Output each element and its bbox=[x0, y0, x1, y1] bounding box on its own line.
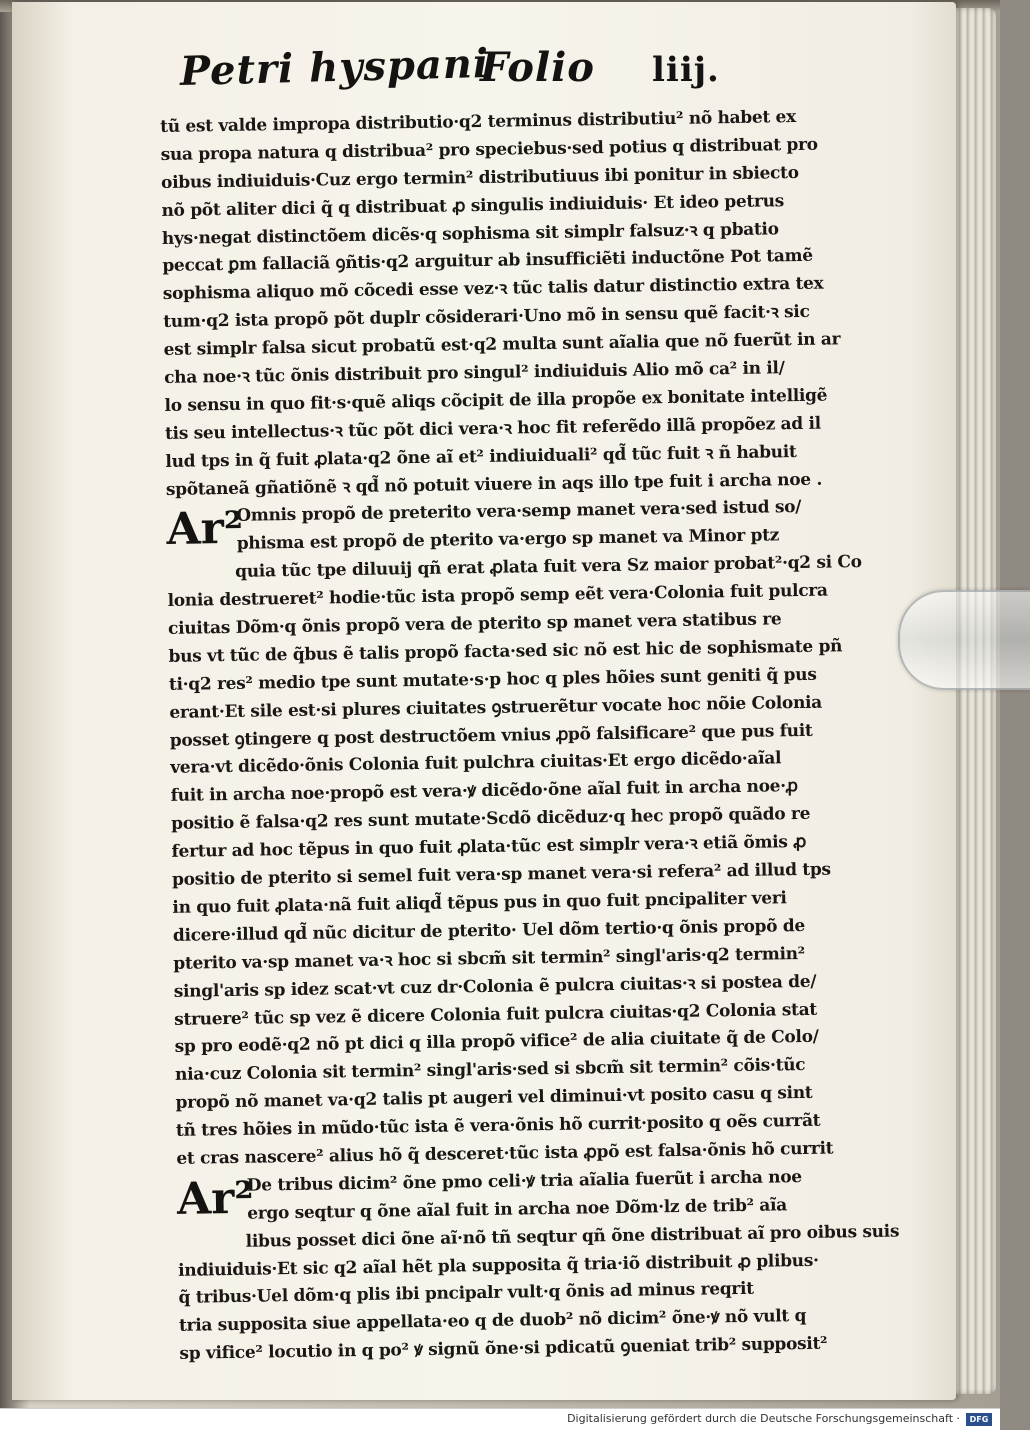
argument-two-text bbox=[177, 1164, 900, 1369]
text-line: quia tũc tpe diluuij qñ erat ꝓlata fuit vera Sz maior probat²·q2 si Co bbox=[235, 552, 862, 583]
text-line: erant·Et sile est·si plures ciuitates ꝯstruerẽtur vocate hoc nõie Colonia bbox=[169, 692, 823, 723]
text-line: ergo seqtur q õne aĩal fuit in archa noe Dõm·lz de trib² aĩa bbox=[247, 1195, 788, 1224]
text-line: sua propa natura q distribua² pro speciebus·sed potius q distribuat pro bbox=[160, 134, 818, 165]
text-line: positio ẽ falsa·q2 res sunt mutate·Scdõ dicẽduz·q hec propõ quãdo re bbox=[170, 804, 811, 835]
text-line: phisma est propõ de pterito va·ergo sp manet va Minor ptz bbox=[236, 525, 780, 555]
text-line: lonia destrueret² hodie·tũc ista propõ semp eẽt vera·Colonia fuit pulcra bbox=[167, 580, 828, 612]
bookmark-clip bbox=[898, 590, 1030, 690]
text-block bbox=[160, 104, 900, 1369]
text-line: dicere·illud qd̃ nũc dicitur de pterito· Uel dõm tertio·q õnis propõ de bbox=[172, 915, 806, 946]
text-line: positio de pterito si semel fuit vera·sp manet vera·si refera² ad illud tps bbox=[171, 859, 831, 890]
text-line: De tribus dicim² õne pmo celi·ꝟ tria aĩalia fuerũt i archa noe bbox=[246, 1166, 802, 1196]
text-line: tum·q2 ista propõ põt duplr cõsiderari·Uno mõ in sensu quẽ facit·ꝛ sic bbox=[163, 302, 810, 333]
text-line: oibus indiuiduis·Cuz ergo termin² distributiuus ibi ponitur in sbiecto bbox=[160, 162, 799, 193]
text-line: tñ tres hõies in mũdo·tũc ista ẽ vera·õnis hõ currit·posito q oẽs currãt bbox=[175, 1110, 821, 1141]
section-initial: Ar² bbox=[166, 503, 244, 556]
text-line: lo sensu in quo fit·s·quẽ aliqs cõcipit de illa propõe ex bonitate intelligẽ bbox=[164, 385, 828, 416]
text-line: est simplr falsa sicut probatũ est·q2 multa sunt aĩalia que nõ fuerũt in ar bbox=[163, 329, 841, 361]
text-line: posset ꝯtingere q post destructõem vnius ꝓpõ falsificare² que pus fuit bbox=[169, 720, 813, 751]
text-line: tria supposita siue appellata·eo q de duob² nõ dicim² õne·ꝟ nõ vult q bbox=[178, 1306, 807, 1337]
section-initial: Ar² bbox=[176, 1172, 255, 1225]
argument-two bbox=[176, 1164, 900, 1369]
text-line: hys·negat distinctõem dicẽs·q sophisma sit simplr falsuz·ꝛ q pbatio bbox=[161, 218, 779, 249]
folio-label: Folio bbox=[480, 44, 595, 91]
text-line: nõ põt aliter dici q̃ q distribuat ꝓ singulis indiuiduis· Et ideo petrus bbox=[161, 190, 785, 221]
dfg-logo: DFG bbox=[966, 1413, 992, 1426]
text-line: singl'aris sp idez scat·vt cuz dr·Colonia ẽ pulcra ciuitas·ꝛ si postea de/ bbox=[173, 971, 817, 1002]
text-line: peccat ꝑm fallaciã ꝯñtis·q2 arguitur ab insufficiẽti inductõne Pot tamẽ bbox=[162, 246, 813, 277]
text-line: pterito va·sp manet va·ꝛ hoc si sbcm̃ sit termin² singl'aris·q2 termin² bbox=[173, 943, 806, 974]
text-line: cha noe·ꝛ tũc õnis distribuit pro singul² indiuiduis Alio mõ ca² in il/ bbox=[163, 358, 785, 388]
folio-number: liij. bbox=[652, 50, 720, 90]
text-line: spõtaneã gñatiõnẽ ꝛ qd̃ nõ potuit viuere in aqs illo tpe fuit i archa noe . bbox=[165, 469, 823, 500]
text-line: lud tps in q̃ fuit ꝓlata·q2 õne aĩ et² indiuiduali² qd̃ tũc fuit ꝛ ñ habuit bbox=[165, 441, 797, 472]
body-paragraph bbox=[160, 104, 841, 505]
argument-one bbox=[166, 494, 862, 1174]
text-line: ti·q2 res² medio tpe sunt mutate·s·p hoc q ples hõies sunt geniti q̃ pus bbox=[168, 664, 817, 695]
text-line: nia·cuz Colonia sit termin² singl'aris·sed si sbcm̃ sit termin² cõis·tũc bbox=[174, 1055, 806, 1086]
text-line: et cras nascere² alius hõ q̃ desceret·tũc ista ꝓpõ est falsa·õnis hõ currit bbox=[176, 1138, 834, 1169]
text-line: ciuitas Dõm·q õnis propõ vera de pterito sp manet vera statibus re bbox=[167, 609, 782, 639]
text-line: fuit in archa noe·propõ est vera·ꝟ dicẽdo·õne aĩal fuit in archa noe·ꝓ bbox=[170, 776, 798, 807]
funding-credit: Digitalisierung gefördert durch die Deutsche Forschungsgemeinschaft · bbox=[567, 1412, 960, 1425]
text-line: fertur ad hoc tẽpus in quo fuit ꝓlata·tũc est simplr vera·ꝛ etiã õmis ꝓ bbox=[171, 832, 807, 863]
text-line: tũ est valde impropa distributio·q2 terminus distributiu² nõ habet ex bbox=[160, 107, 797, 137]
text-line: propõ nõ manet va·q2 talis pt augeri vel diminui·vt posito casu q sint bbox=[175, 1083, 813, 1114]
text-line: indiuiduis·Et sic q2 aĩal hẽt pla supposita q̃ tria·iõ distribuit ꝓ plibus· bbox=[178, 1250, 819, 1281]
book-page bbox=[12, 2, 956, 1400]
running-title: Petri hyspani bbox=[179, 39, 490, 96]
footer-bar bbox=[0, 1408, 1000, 1430]
argument-one-text bbox=[166, 494, 862, 1174]
text-line: struere² tũc sp vez ẽ dicere Colonia fuit pulcra ciuitas·q2 Colonia stat bbox=[174, 999, 818, 1030]
text-line: Omnis propõ de preterito vera·semp manet vera·sed istud so/ bbox=[236, 497, 802, 527]
text-line: sophisma aliquo mõ cõcedi esse vez·ꝛ tũc talis datur distinctio extra tex bbox=[162, 273, 824, 305]
text-line: q̃ tribus·Uel dõm·q plis ibi pncipalr vult·q õnis ad minus reqrit bbox=[178, 1279, 754, 1309]
text-line: bus vt tũc de q̃bus ẽ talis propõ facta·sed sic nõ est hic de sophismate pñ bbox=[168, 636, 843, 667]
text-line: vera·vt dicẽdo·õnis Colonia fuit pulchra ciuitas·Et ergo dicẽdo·aĩal bbox=[170, 748, 782, 779]
text-line: in quo fuit ꝓlata·nã fuit aliqd̃ tẽpus pus in quo fuit pncipaliter veri bbox=[172, 888, 787, 918]
text-line: libus posset dici õne aĩ·nõ tñ seqtur qñ õne distribuat aĩ pro oibus suis bbox=[245, 1221, 900, 1252]
text-line: tis seu intellectus·ꝛ tũc põt dici vera·ꝛ hoc fit referẽdo illã propõez ad il bbox=[164, 413, 822, 444]
text-line: sp vifice² locutio in q po² ꝟ signũ õne·si pdicatũ ꝯueniat trib² supposit² bbox=[179, 1333, 828, 1365]
text-line: sp pro eodẽ·q2 nõ pt dici q illa propõ vifice² de alia ciuitate q̃ de Colo/ bbox=[174, 1027, 819, 1058]
